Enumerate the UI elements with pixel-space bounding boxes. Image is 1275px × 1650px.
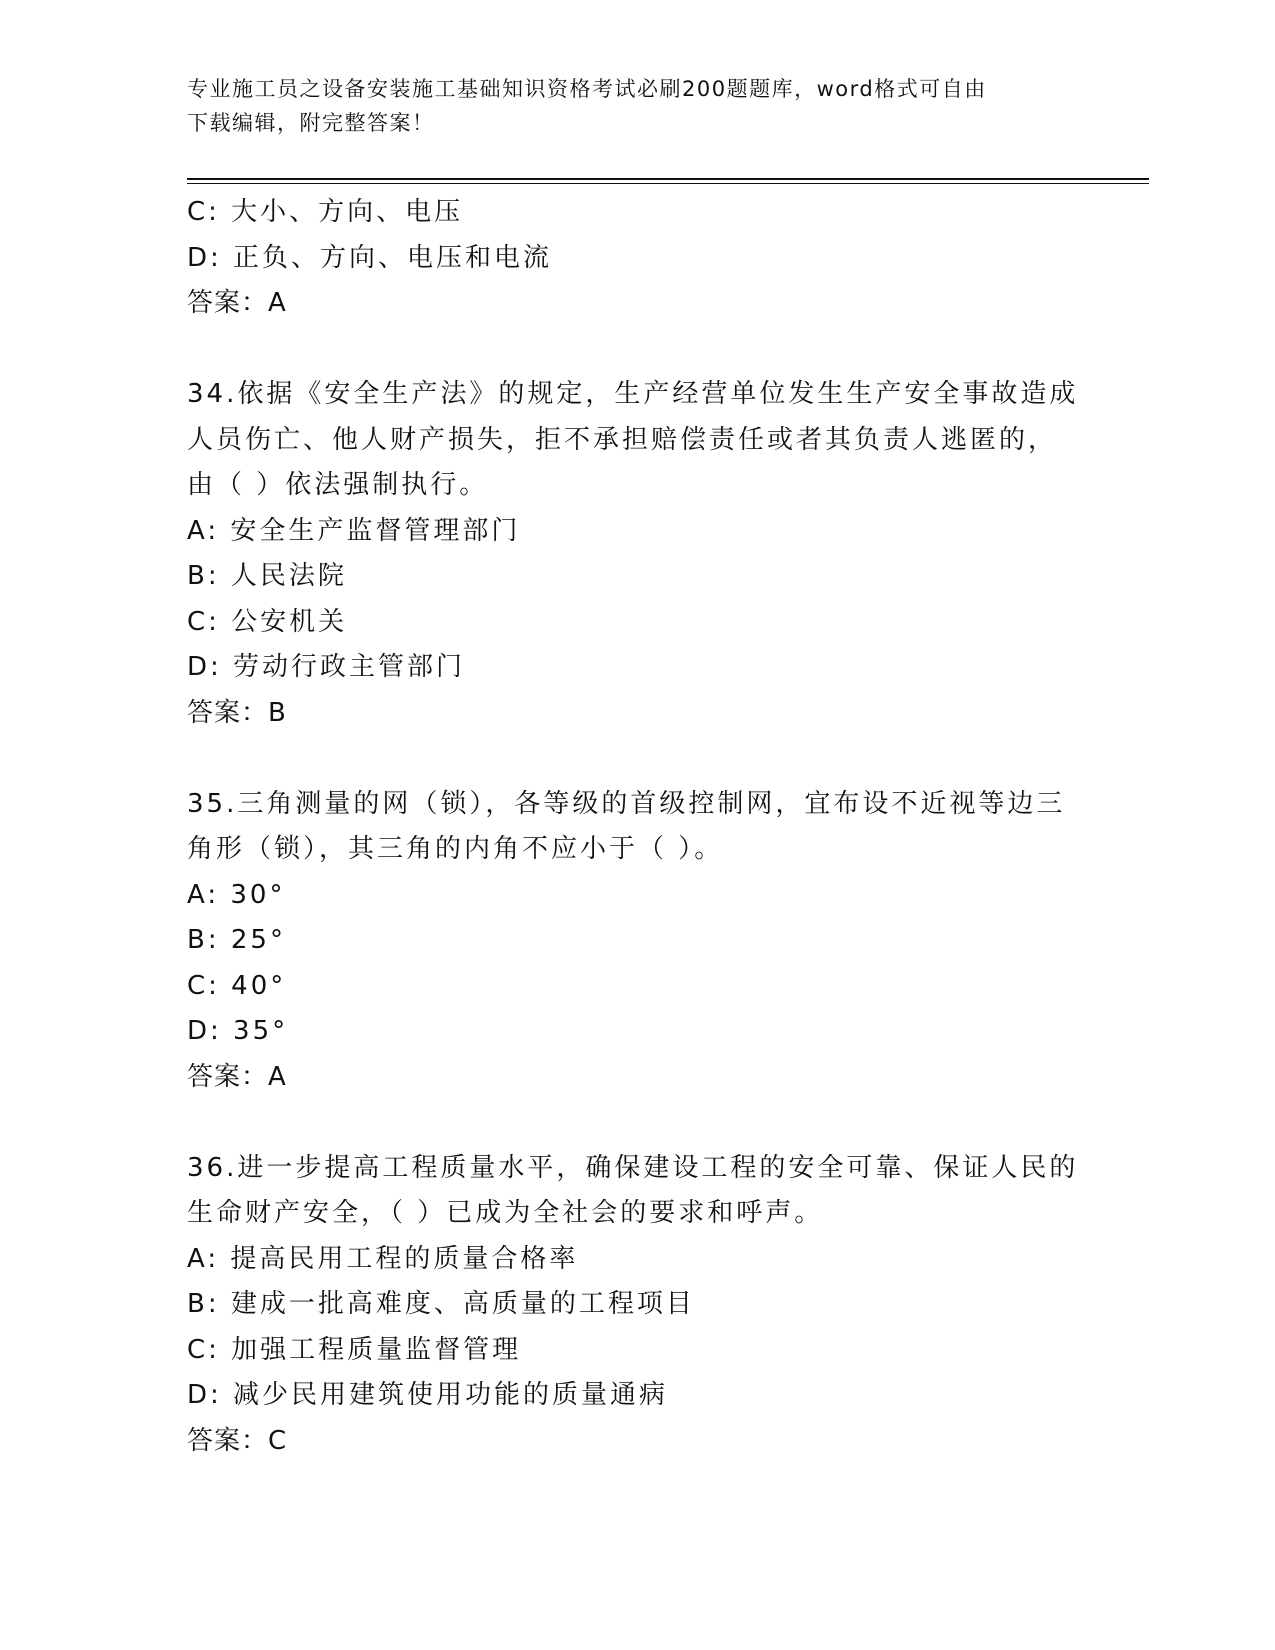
answer-line: 答案：A	[187, 288, 287, 318]
answer-line: 答案：B	[187, 697, 287, 728]
answer-line: 答案：A	[187, 1061, 287, 1092]
question-list	[187, 190, 1087, 1464]
question-stem-line: 34.依据《安全生产法》的规定，生产经营单位发生生产安全事故造成	[187, 379, 1079, 409]
option-a: A: 提高民用工程的质量合格率	[187, 1243, 579, 1274]
option-d: D: 减少民用建筑使用功能的质量通病	[187, 1380, 669, 1410]
question-stem-line: 36.进一步提高工程质量水平，确保建设工程的安全可靠、保证人民的	[187, 1152, 1079, 1183]
option-a: A: 30°	[187, 879, 286, 910]
option-b: B: 人民法院	[187, 561, 347, 591]
option-b: B: 25°	[187, 925, 286, 955]
header-line-1: 专业施工员之设备安装施工基础知识资格考试必刷200题题库，word格式可自由	[187, 77, 987, 101]
option-c: C: 公安机关	[187, 606, 348, 637]
question-stem-line: 由（ ）依法强制执行。	[187, 470, 489, 500]
option-c: C: 加强工程质量监督管理	[187, 1334, 522, 1365]
header-line-2: 下载编辑，附完整答案！	[187, 111, 435, 135]
question-stem-line: 生命财产安全，（ ）已成为全社会的要求和呼声。	[187, 1198, 824, 1228]
question-33-continued	[187, 190, 1087, 327]
option-d: D: 正负、方向、电压和电流	[187, 242, 553, 273]
option-d: D: 劳动行政主管部门	[187, 652, 466, 682]
option-c: C: 40°	[187, 970, 287, 1001]
header-divider-thick	[187, 178, 1149, 180]
question-34	[187, 372, 1087, 736]
option-c: C: 大小、方向、电压	[187, 197, 464, 227]
question-stem-line: 35.三角测量的网（锁），各等级的首级控制网，宜布设不近视等边三	[187, 788, 1066, 819]
question-36	[187, 1146, 1087, 1465]
answer-line: 答案：C	[187, 1425, 288, 1456]
option-a: A: 安全生产监督管理部门	[187, 515, 521, 546]
question-35	[187, 782, 1087, 1101]
option-d: D: 35°	[187, 1016, 289, 1046]
question-spacer	[187, 327, 1087, 373]
question-spacer	[187, 736, 1087, 782]
page-header	[187, 72, 1087, 140]
question-stem-line: 人员伤亡、他人财产损失，拒不承担赔偿责任或者其负责人逃匿的，	[187, 424, 1058, 455]
question-spacer	[187, 1100, 1087, 1146]
option-b: B: 建成一批高难度、高质量的工程项目	[187, 1289, 695, 1319]
header-divider-thin	[187, 183, 1149, 184]
question-stem-line: 角形（锁），其三角的内角不应小于（ ）。	[187, 834, 724, 864]
